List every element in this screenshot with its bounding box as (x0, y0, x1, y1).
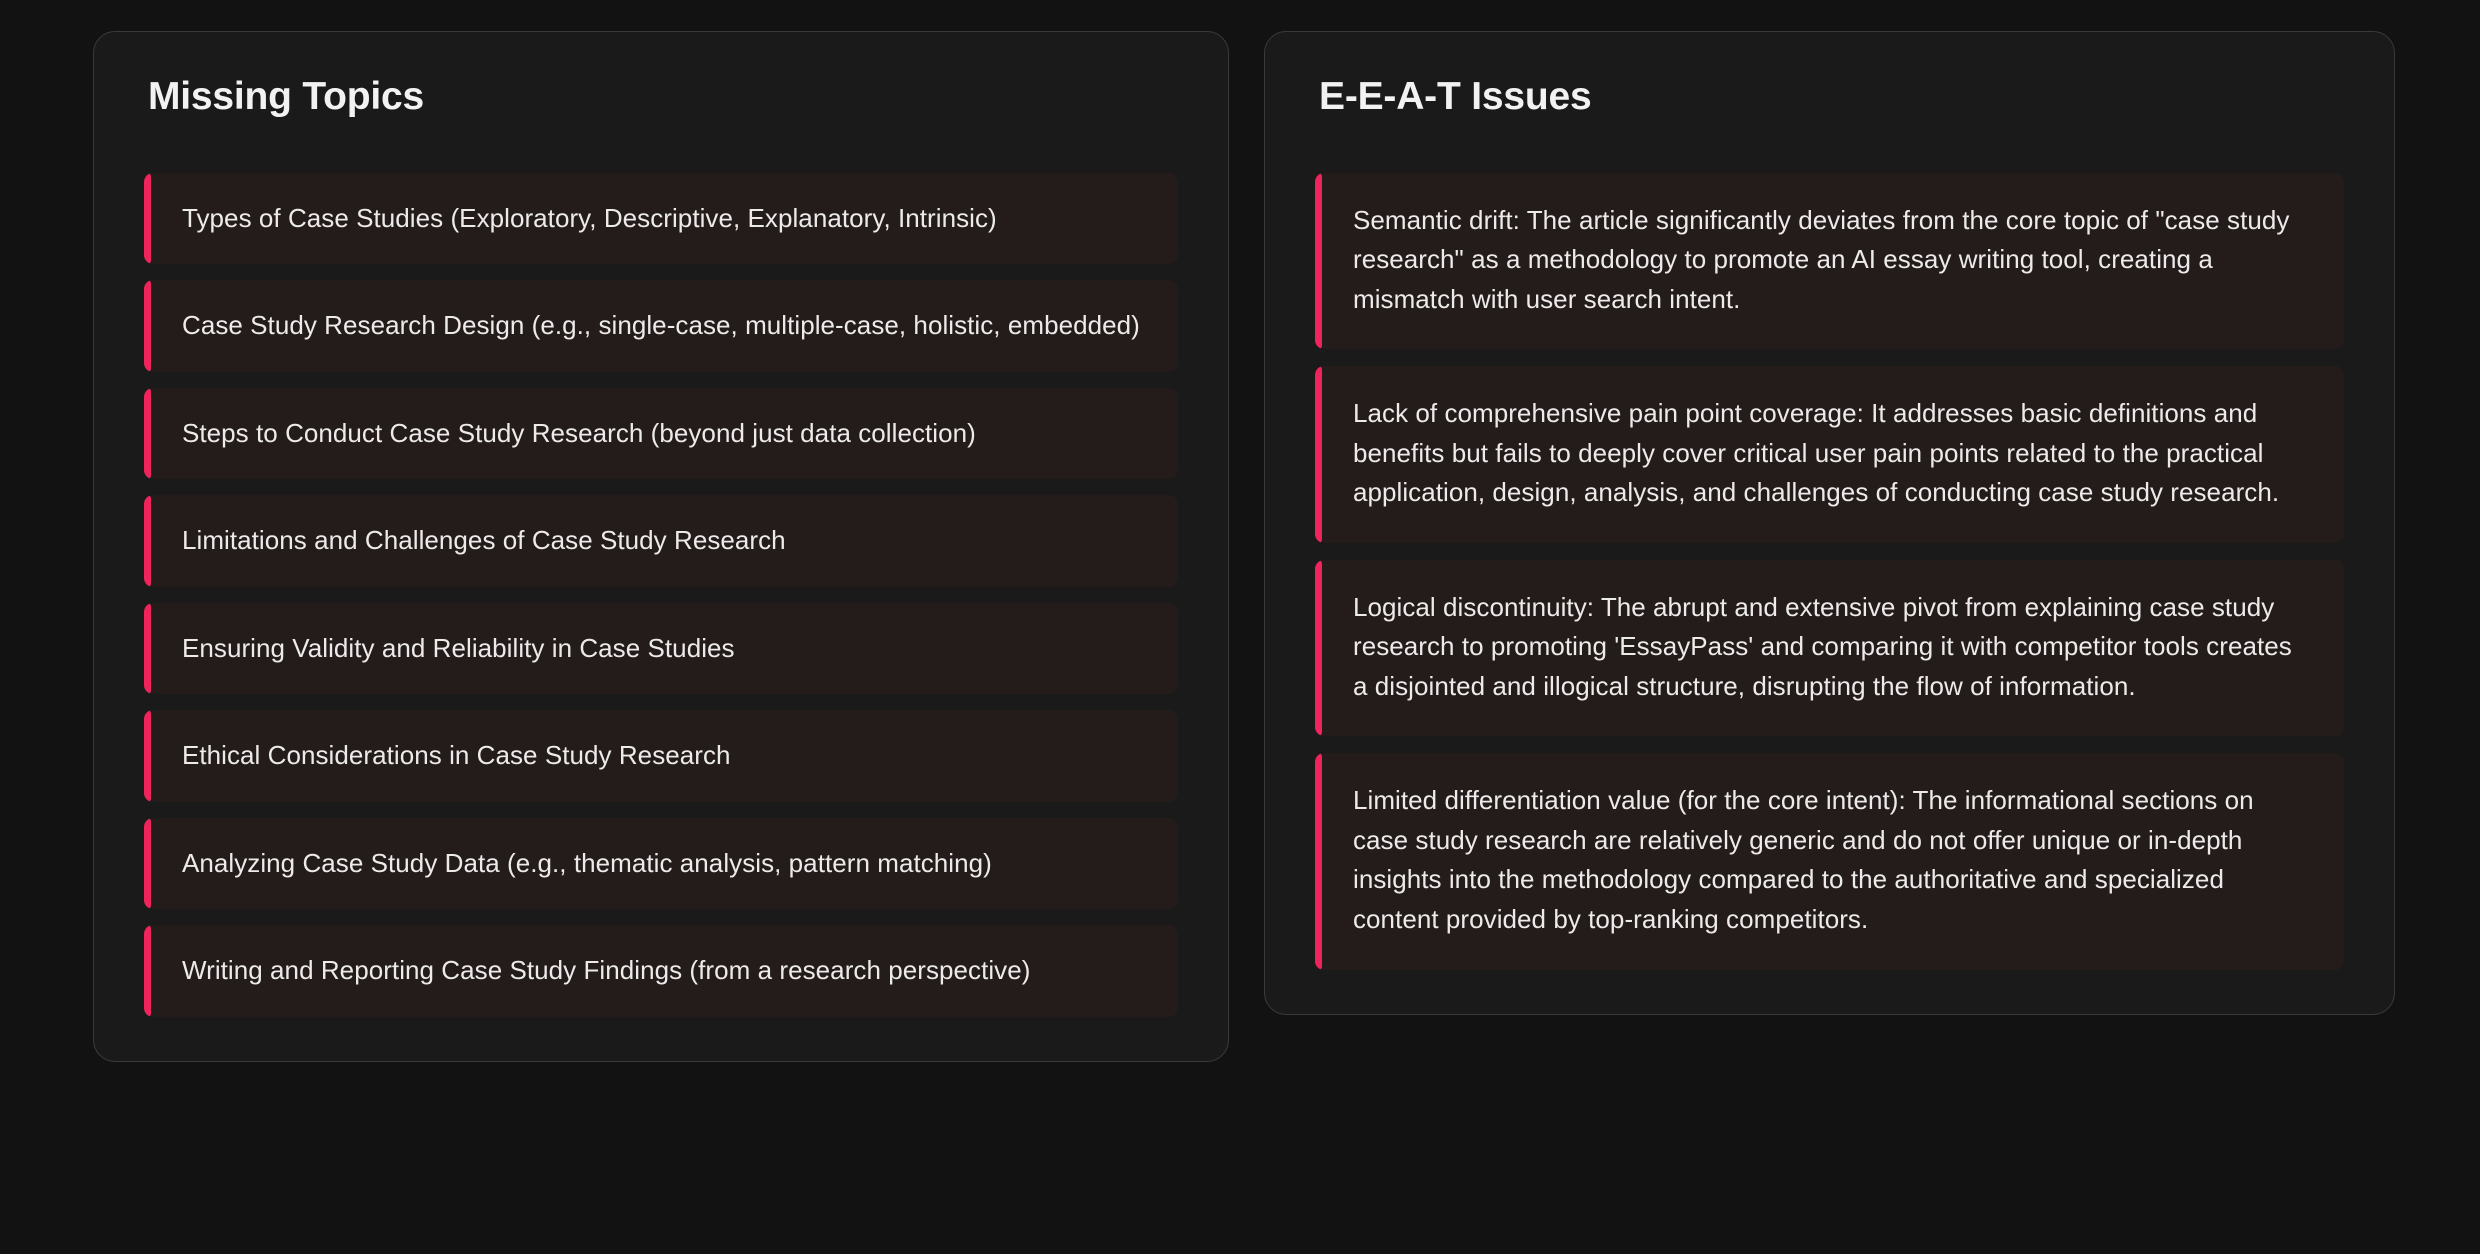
accent-bar (144, 495, 151, 587)
list-item[interactable] (144, 603, 1178, 695)
list-item[interactable] (1315, 366, 2344, 543)
accent-bar (144, 173, 151, 265)
list-item-label: Analyzing Case Study Data (e.g., thematic analysis, pattern matching) (182, 847, 992, 878)
missing-topics-title: Missing Topics (148, 75, 425, 118)
list-item-label: Ethical Considerations in Case Study Research (182, 740, 731, 771)
list-item-label: Types of Case Studies (Exploratory, Descriptive, Explanatory, Intrinsic) (182, 202, 997, 233)
list-item-label: Writing and Reporting Case Study Findings (from a research perspective) (182, 955, 1031, 986)
missing-topics-panel (93, 31, 1229, 1062)
accent-bar (1315, 560, 1322, 737)
list-item[interactable] (144, 818, 1178, 910)
list-item[interactable] (144, 710, 1178, 802)
accent-bar (1315, 366, 1322, 543)
list-item-label: Limitations and Challenges of Case Study Research (182, 525, 786, 556)
list-item-label: Ensuring Validity and Reliability in Case Studies (182, 632, 735, 663)
list-item-label: Case Study Research Design (e.g., single-case, multiple-case, holistic, embedded) (182, 310, 1140, 341)
list-item-label: Limited differentiation value (for the core intent): The informational sections on case study research are relatively generic and do not offer unique or in-depth insights into the methodology compared to the authoritative and specialized content provided by top-ranking competitors. (1353, 785, 2254, 934)
list-item-label: Steps to Conduct Case Study Research (beyond just data collection) (182, 417, 976, 448)
accent-bar (144, 925, 151, 1017)
list-item-label: Semantic drift: The article significantly deviates from the core topic of "case study research" as a methodology to promote an AI essay writing tool, creating a mismatch with user search intent. (1353, 204, 2290, 314)
list-item[interactable] (1315, 560, 2344, 737)
list-item-label: Lack of comprehensive pain point coverage: It addresses basic definitions and benefits but fails to deeply cover critical user pain points related to the practical application, design, analysis, and challenges of conducting case study research. (1353, 398, 2280, 508)
eeat-issues-title: E-E-A-T Issues (1319, 75, 1592, 118)
list-item[interactable] (144, 173, 1178, 265)
list-item-label: Logical discontinuity: The abrupt and extensive pivot from explaining case study research to promoting 'EssayPass' and comparing it with competitor tools creates a disjointed and illogical structure, disrupting the flow of information. (1353, 591, 2292, 701)
accent-bar (144, 388, 151, 480)
accent-bar (1315, 173, 1322, 350)
accent-bar (144, 603, 151, 695)
accent-bar (1315, 753, 1322, 969)
list-item[interactable] (1315, 173, 2344, 350)
list-item[interactable] (1315, 753, 2344, 969)
accent-bar (144, 818, 151, 910)
eeat-issues-panel (1264, 31, 2395, 1015)
list-item[interactable] (144, 388, 1178, 480)
accent-bar (144, 280, 151, 372)
list-item[interactable] (144, 280, 1178, 372)
eeat-issues-list (1315, 173, 2344, 970)
list-item[interactable] (144, 495, 1178, 587)
accent-bar (144, 710, 151, 802)
list-item[interactable] (144, 925, 1178, 1017)
missing-topics-list (144, 173, 1178, 1017)
